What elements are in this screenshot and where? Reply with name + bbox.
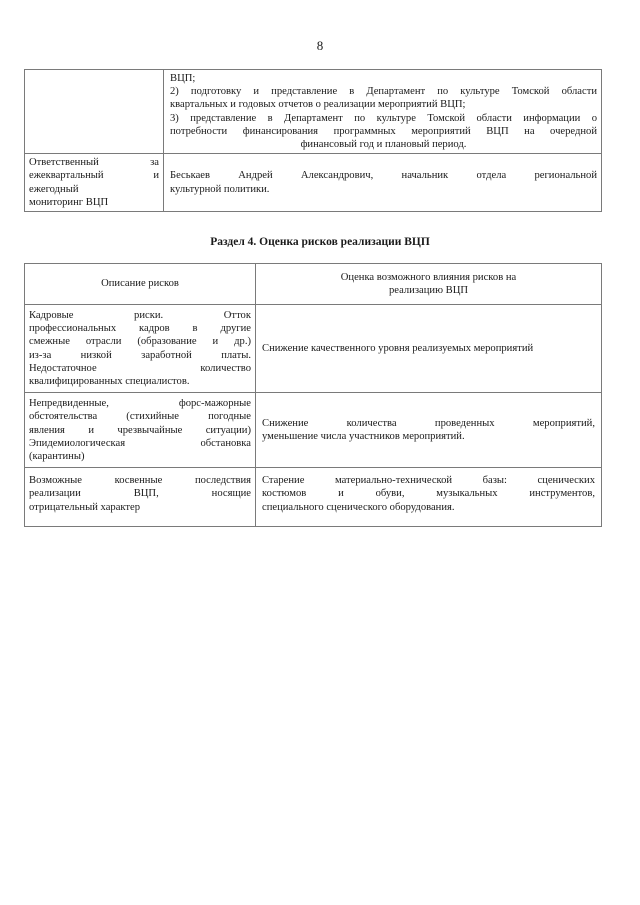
- risk-description-cell: [25, 468, 256, 527]
- duties-cell: [164, 70, 602, 154]
- text-line: ежегодный: [29, 183, 79, 195]
- responsible-person-cell: [164, 154, 602, 212]
- risk-description-cell: [25, 393, 256, 468]
- text-line: смежные отрасли (образование и др.): [29, 336, 251, 348]
- text-line: потребности финансирования программных мероприятий ВЦП на очередной: [170, 125, 597, 137]
- text-line: ВЦП;: [170, 73, 196, 84]
- text-line: специального сценического оборудования.: [262, 501, 455, 513]
- table-row: [25, 468, 602, 527]
- table-row: [25, 393, 602, 468]
- text-line: Недостаточное количество: [29, 362, 251, 374]
- risk-impact-cell: [256, 468, 602, 527]
- text-line: Эпидемиологическая обстановка: [29, 437, 251, 449]
- table-row: [25, 154, 602, 212]
- text-line: из-за низкой заработной платы.: [29, 349, 251, 361]
- text-line: Старение материально-технической базы: сценических: [262, 475, 595, 487]
- risk-impact-header: [256, 264, 602, 305]
- table-header-row: [25, 264, 602, 305]
- text-line: профессиональных кадров в другие: [29, 323, 251, 335]
- table-row: [25, 305, 602, 393]
- text-line: Снижение количества проведенных мероприятий,: [262, 418, 595, 430]
- text-line: Беськаев Андрей Александрович, начальник отдела региональной: [170, 170, 597, 182]
- text-line: квалифицированных специалистов.: [29, 376, 190, 388]
- table-cell-empty: [25, 70, 164, 154]
- text-line: отрицательный характер: [29, 501, 141, 513]
- text-line: Возможные косвенные последствия: [29, 475, 251, 487]
- section-title: Раздел 4. Оценка рисков реализации ВЦП: [210, 236, 430, 248]
- text-line: Снижение качественного уровня реализуемых мероприятий: [262, 343, 534, 354]
- risk-description-header: Описание рисков: [25, 264, 256, 305]
- text-line: обстоятельства (стихийные погодные: [29, 411, 251, 423]
- responsibility-table: [24, 69, 602, 212]
- text-line: квартальных и годовых отчетов о реализации мероприятий ВЦП;: [170, 99, 466, 111]
- risk-description-cell: [25, 305, 256, 393]
- text-line: 3) представление в Департамент по культуре Томской области информации о: [170, 112, 597, 124]
- text-line: Непредвиденные, форс-мажорные: [29, 398, 251, 410]
- text-line: ежеквартальный и: [29, 170, 159, 182]
- risk-impact-cell: [256, 393, 602, 468]
- risk-impact-cell: [256, 305, 602, 393]
- responsible-label-cell: [25, 154, 164, 212]
- header-line: реализацию ВЦП: [388, 285, 469, 296]
- text-line: финансовый год и плановый период.: [300, 139, 467, 151]
- text-line: уменьшение числа участников мероприятий.: [262, 431, 465, 443]
- text-line: культурной политики.: [170, 183, 270, 195]
- text-line: 2) подготовку и представление в Департамент по культуре Томской области: [170, 86, 597, 98]
- risk-table: [24, 263, 602, 527]
- text-line: явления и чрезвычайные ситуации): [29, 424, 251, 436]
- text-line: Кадровые риски. Отток: [29, 310, 251, 321]
- page-number: 8: [316, 38, 324, 53]
- header-line: Оценка возможного влияния рисков на: [340, 271, 517, 283]
- text-line: (карантины): [29, 451, 85, 463]
- text-line: реализации ВЦП, носящие: [29, 488, 251, 500]
- text-line: костюмов и обуви, музыкальных инструментов,: [262, 488, 595, 500]
- text-line: Ответственный за: [29, 157, 159, 169]
- text-line: мониторинг ВЦП: [29, 196, 109, 208]
- table-row: [25, 70, 602, 154]
